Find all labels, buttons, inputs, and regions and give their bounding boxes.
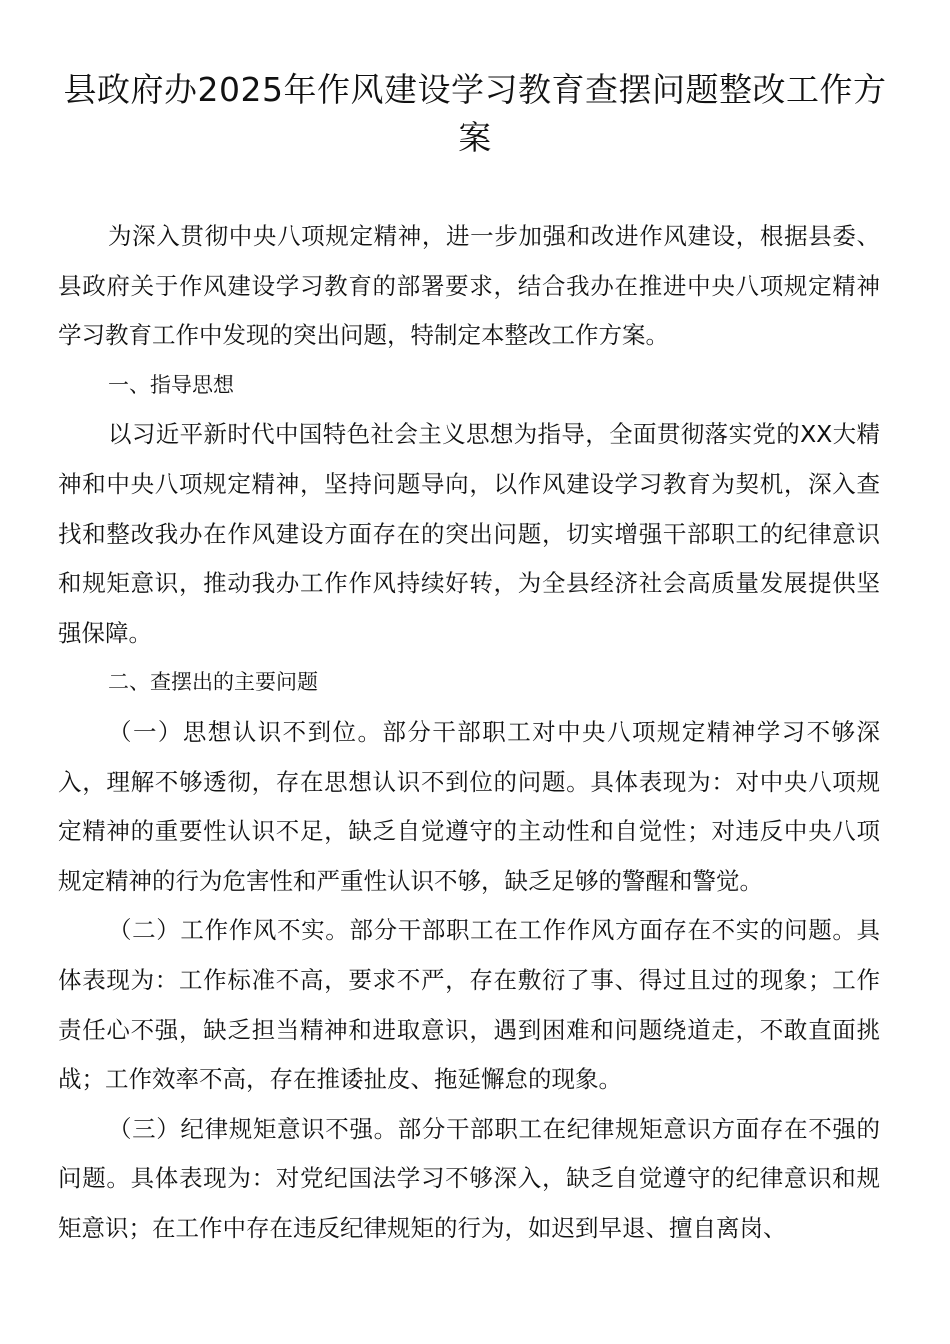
section-heading-main-problems: 二、查摆出的主要问题 (108, 670, 318, 695)
problem-paragraph-3: （三）纪律规矩意识不强。部分干部职工在纪律规矩意识方面存在不强的问题。具体表现为：对党纪国法学习不够深入，缺乏自觉遵守的纪律意识和规矩意识；在工作中存在违反纪律规矩的行为，如迟到早退、擅自离岗、 (58, 1114, 880, 1242)
intro-paragraph: 为深入贯彻中央八项规定精神，进一步加强和改进作风建设，根据县委、县政府关于作风建设学习教育的部署要求，结合我办在推进中央八项规定精神学习教育工作中发现的突出问题，特制定本整改工作方案。 (58, 222, 880, 350)
guiding-ideology-paragraph: 以习近平新时代中国特色社会主义思想为指导，全面贯彻落实党的XX大精神和中央八项规定精神，坚持问题导向，以作风建设学习教育为契机，深入查找和整改我办在作风建设方面存在的突出问题，切实增强干部职工的纪律意识和规矩意识，推动我办工作作风持续好转，为全县经济社会高质量发展提供坚强保障。 (58, 420, 880, 647)
section-heading-guiding-ideology: 一、指导思想 (108, 372, 234, 397)
problem-paragraph-2: （二）工作作风不实。部分干部职工在工作作风方面存在不实的问题。具体表现为：工作标准不高，要求不严，存在敷衍了事、得过且过的现象；工作责任心不强，缺乏担当精神和进取意识，遇到困难和问题绕道走，不敢直面挑战；工作效率不高，存在推诿扯皮、拖延懈怠的现象。 (58, 916, 880, 1094)
document-title: 县政府办2025年作风建设学习教育查摆问题整改工作方案 (63, 70, 887, 157)
document-body (58, 212, 880, 1253)
problem-paragraph-1: （一）思想认识不到位。部分干部职工对中央八项规定精神学习不够深入，理解不够透彻，存在思想认识不到位的问题。具体表现为：对中央八项规定精神的重要性认识不足，缺乏自觉遵守的主动性和自觉性；对违反中央八项规定精神的行为危害性和严重性认识不够，缺乏足够的警醒和警觉。 (58, 717, 880, 895)
